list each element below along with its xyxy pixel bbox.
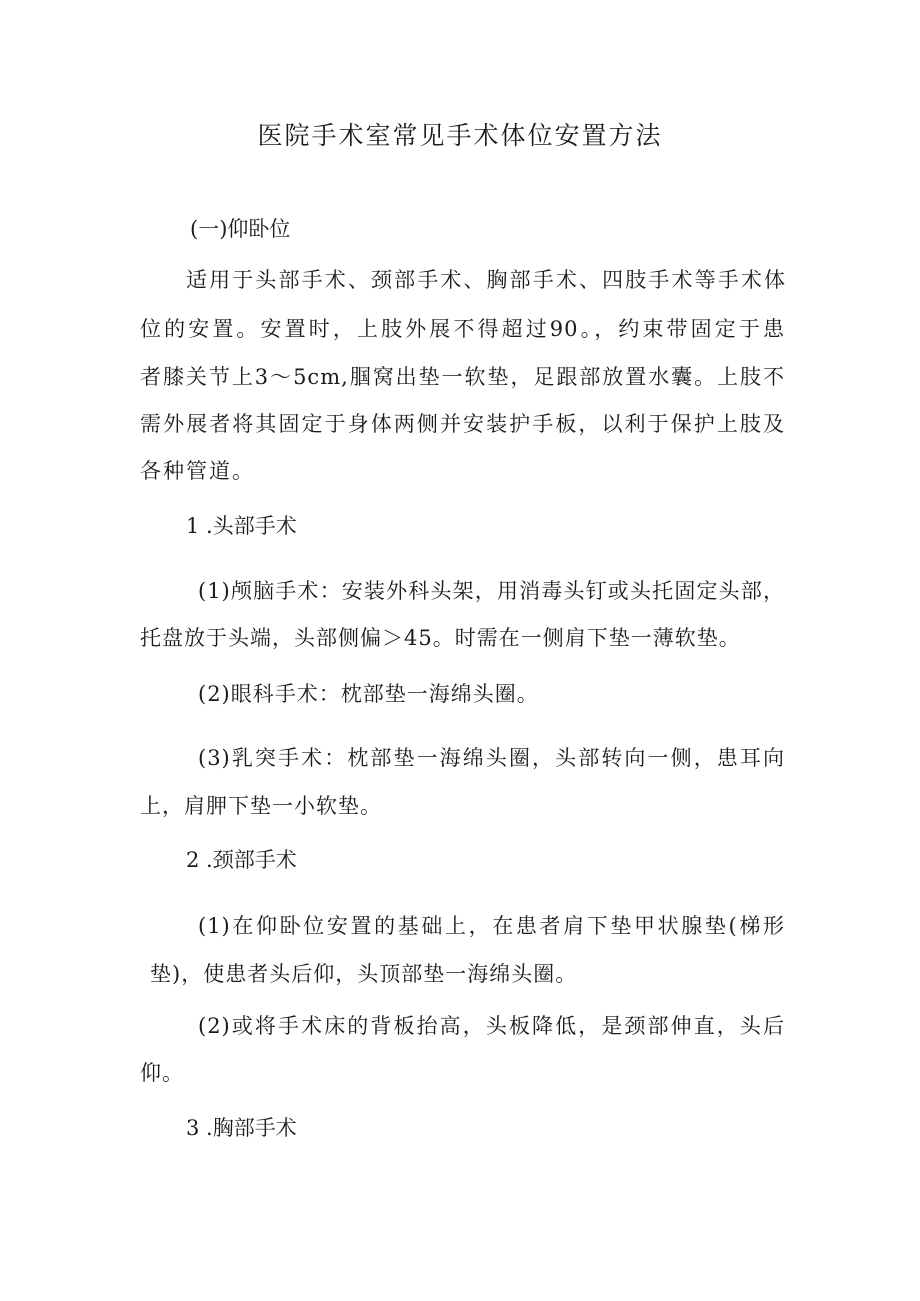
intro-line-3: 者膝关节上3～5cm,腘窝出垫一软垫，足跟部放置水囊。上肢不 xyxy=(140,365,785,389)
section-heading-supine: (一)仰卧位 xyxy=(190,217,291,241)
head-item-3-line-1: (3)乳突手术：枕部垫一海绵头圈，头部转向一侧，患耳向 xyxy=(198,746,785,770)
subheading-chest-surgery: 3 .胸部手术 xyxy=(186,1116,297,1140)
intro-line-4: 需外展者将其固定于身体两侧并安装护手板，以利于保护上肢及 xyxy=(140,412,785,436)
head-item-1-line-1: (1)颅脑手术：安装外科头架，用消毒头钉或头托固定头部， xyxy=(198,579,785,603)
neck-item-1-line-2: 垫)，使患者头后仰，头顶部垫一海绵头圈。 xyxy=(150,962,578,986)
intro-line-2: 位的安置。安置时，上肢外展不得超过90。，约束带固定于患 xyxy=(140,317,785,341)
head-item-1-line-2: 托盘放于头端，头部侧偏＞45。时需在一侧肩下垫一薄软垫。 xyxy=(140,626,741,650)
head-item-3-line-2: 上，肩胛下垫一小软垫。 xyxy=(140,794,382,818)
document-title: 医院手术室常见手术体位安置方法 xyxy=(257,121,663,150)
subheading-neck-surgery: 2 .颈部手术 xyxy=(186,848,297,872)
head-item-2: (2)眼科手术：枕部垫一海绵头圈。 xyxy=(198,682,539,706)
subheading-head-surgery: 1 .头部手术 xyxy=(186,514,297,538)
intro-line-5: 各种管道。 xyxy=(140,459,255,483)
neck-item-2-line-1: (2)或将手术床的背板抬高，头板降低，是颈部伸直，头后 xyxy=(198,1014,785,1038)
neck-item-2-line-2: 仰。 xyxy=(140,1061,184,1085)
neck-item-1-line-1: (1)在仰卧位安置的基础上，在患者肩下垫甲状腺垫(梯形 xyxy=(198,914,785,938)
intro-line-1: 适用于头部手术、颈部手术、胸部手术、四肢手术等手术体 xyxy=(186,268,786,292)
